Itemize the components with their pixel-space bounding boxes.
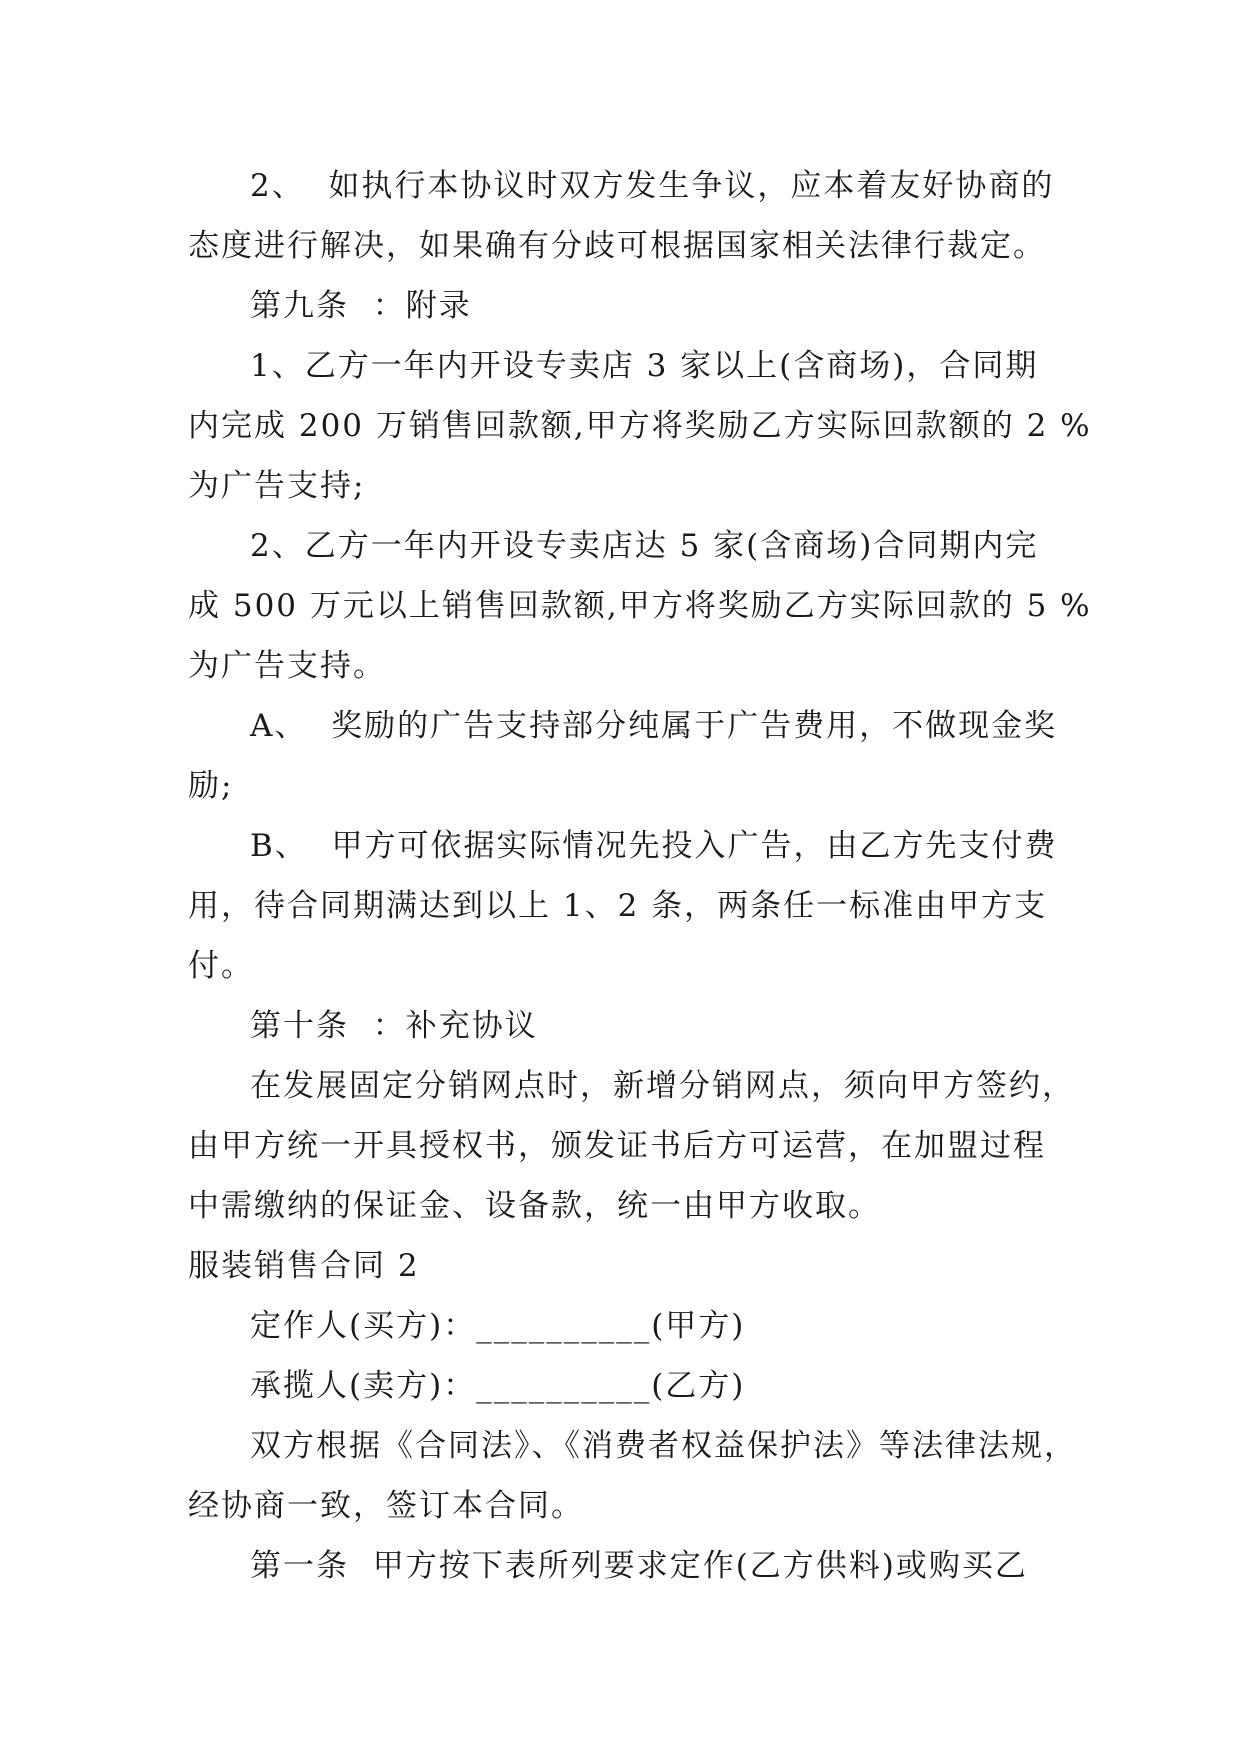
text-line: 态度进行解决，如果确有分歧可根据国家相关法律行裁定。	[188, 228, 1046, 264]
text-line: 中需缴纳的保证金、设备款，统一由甲方收取。	[188, 1188, 881, 1224]
text-line: 2、 如执行本协议时双方发生争议，应本着友好协商的	[250, 168, 1055, 204]
section-heading: 第九条 ：附录	[250, 288, 472, 324]
party-line: 定作人(买方)：__________(甲方)	[250, 1308, 746, 1344]
text-line: 双方根据《合同法》、《消费者权益保护法》等法律法规，	[250, 1428, 1077, 1464]
text-line: 在发展固定分销网点时，新增分销网点，须向甲方签约，	[250, 1068, 1075, 1104]
text-line: 1、乙方一年内开设专卖店 3 家以上(含商场)，合同期	[250, 348, 1039, 384]
section-heading: 第十条 ：补充协议	[250, 1008, 538, 1044]
text-line: 内完成 200 万销售回款额,甲方将奖励乙方实际回款额的 2 %	[188, 408, 1092, 444]
text-line: 励;	[188, 768, 234, 804]
text-line: B、 甲方可依据实际情况先投入广告，由乙方先支付费	[250, 828, 1058, 864]
text-line: 第一条 甲方按下表所列要求定作(乙方供料)或购买乙	[250, 1548, 1028, 1584]
text-line: 成 500 万元以上销售回款额,甲方将奖励乙方实际回款的 5 %	[188, 588, 1092, 624]
text-line: 为广告支持;	[188, 468, 366, 504]
text-line: 2、乙方一年内开设专卖店达 5 家(含商场)合同期内完	[250, 528, 1039, 564]
text-line: 为广告支持。	[188, 648, 386, 684]
party-line: 承揽人(卖方)：__________(乙方)	[250, 1368, 746, 1404]
text-line: 由甲方统一开具授权书，颁发证书后方可运营，在加盟过程	[188, 1128, 1046, 1164]
document-body	[188, 156, 1092, 1596]
text-line: 付。	[188, 948, 254, 984]
text-line: A、 奖励的广告支持部分纯属于广告费用，不做现金奖	[250, 708, 1058, 744]
text-line: 用，待合同期满达到以上 1、2 条，两条任一标准由甲方支	[188, 888, 1048, 924]
document-title: 服装销售合同 2	[188, 1248, 420, 1284]
text-line: 经协商一致，签订本合同。	[188, 1488, 584, 1524]
